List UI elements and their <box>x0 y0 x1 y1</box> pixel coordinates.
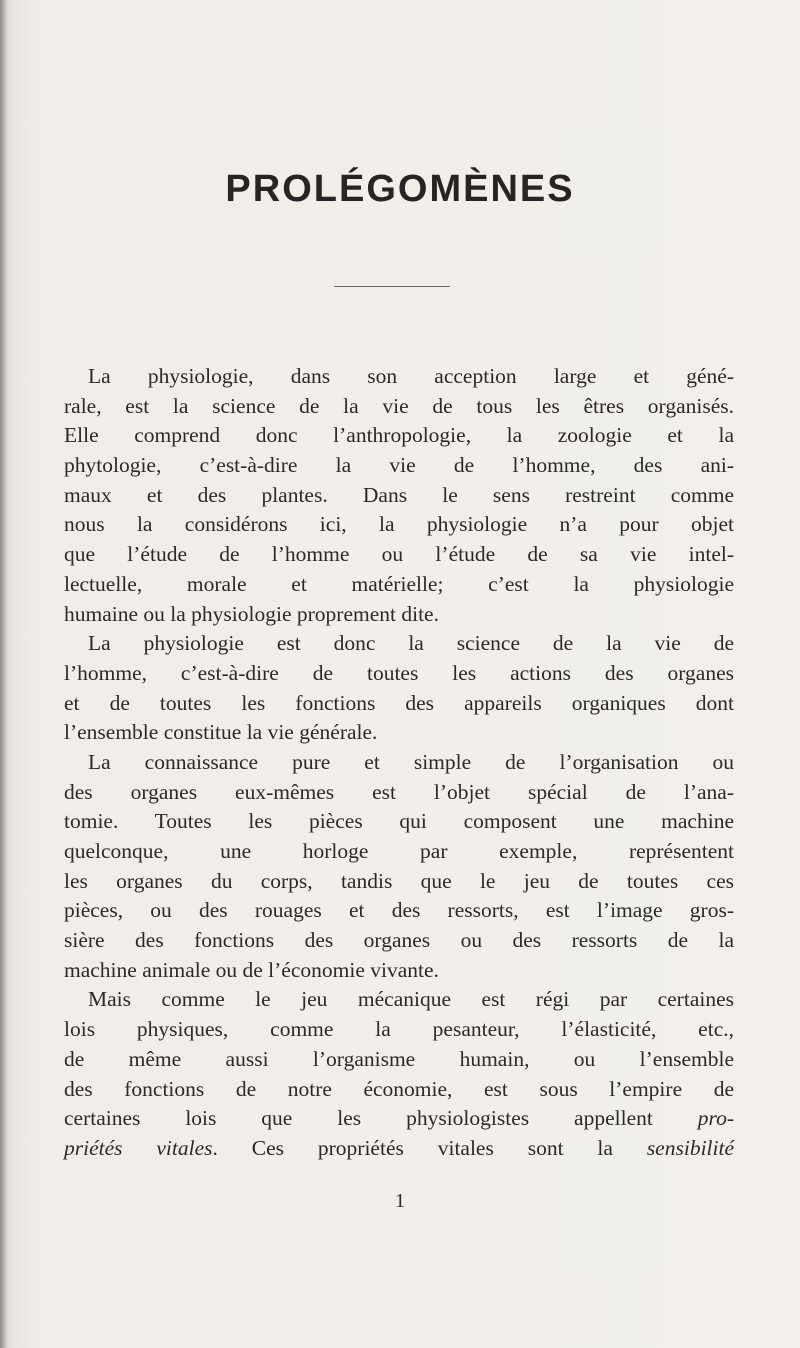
text-line: des fonctions de notre économie, est sous l’empire de <box>64 1076 734 1101</box>
text-line <box>64 1104 734 1134</box>
page-number: 1 <box>395 1190 405 1212</box>
italic-segment: sensibilité <box>646 1135 734 1160</box>
text-line: maux et des plantes. Dans le sens restreint comme <box>64 482 734 507</box>
text-line: quelconque, une horloge par exemple, représentent <box>64 839 734 863</box>
body-text <box>64 362 734 1164</box>
italic-segment: pro- <box>697 1106 734 1131</box>
text-line: La connaissance pure et simple de l’organisation ou <box>88 749 734 774</box>
text-line: La physiologie est donc la science de la vie de <box>88 631 734 656</box>
text-line: des organes eux-mêmes est l’objet spécial de l’ana- <box>64 779 734 804</box>
text-line: lectuelle, morale et matérielle; c’est la physiologie <box>64 571 734 596</box>
text-line: de même aussi l’organisme humain, ou l’ensemble <box>64 1046 734 1071</box>
chapter-title: PROLÉGOMÈNES <box>225 168 575 210</box>
italic-segment: priétés vitales <box>64 1135 213 1160</box>
text-line: machine animale ou de l’économie vivante. <box>64 957 439 982</box>
text-line: nous la considérons ici, la physiologie n’a pour objet <box>64 512 734 537</box>
text-line: phytologie, c’est-à-dire la vie de l’homme, des ani- <box>64 453 734 478</box>
text-line: lois physiques, comme la pesanteur, l’élasticité, etc., <box>64 1017 734 1042</box>
text-line <box>64 1134 734 1164</box>
text-line: sière des fonctions des organes ou des ressorts de la <box>64 928 734 953</box>
text-segment: . Ces propriétés vitales sont la <box>212 1135 647 1160</box>
text-line: Mais comme le jeu mécanique est régi par certaines <box>88 987 734 1012</box>
text-line: rale, est la science de la vie de tous les êtres organisés. <box>64 393 734 418</box>
text-line: que l’étude de l’homme ou l’étude de sa vie intel- <box>64 542 734 567</box>
text-line: pièces, ou des rouages et des ressorts, est l’image gros- <box>64 898 734 923</box>
text-line: les organes du corps, tandis que le jeu de toutes ces <box>64 868 734 893</box>
text-line: humaine ou la physiologie proprement dite. <box>64 601 439 626</box>
text-line: Elle comprend donc l’anthropologie, la zoologie et la <box>64 423 734 448</box>
text-line: tomie. Toutes les pièces qui composent une machine <box>64 809 734 834</box>
text-segment: certaines lois que les physiologistes appellent <box>64 1106 653 1131</box>
text-line: La physiologie, dans son acception large et géné- <box>88 364 734 388</box>
text-line: et de toutes les fonctions des appareils organiques dont <box>64 690 734 715</box>
title-rule <box>334 286 450 287</box>
text-line: l’ensemble constitue la vie générale. <box>64 720 378 745</box>
text-line: l’homme, c’est-à-dire de toutes les actions des organes <box>64 660 734 685</box>
